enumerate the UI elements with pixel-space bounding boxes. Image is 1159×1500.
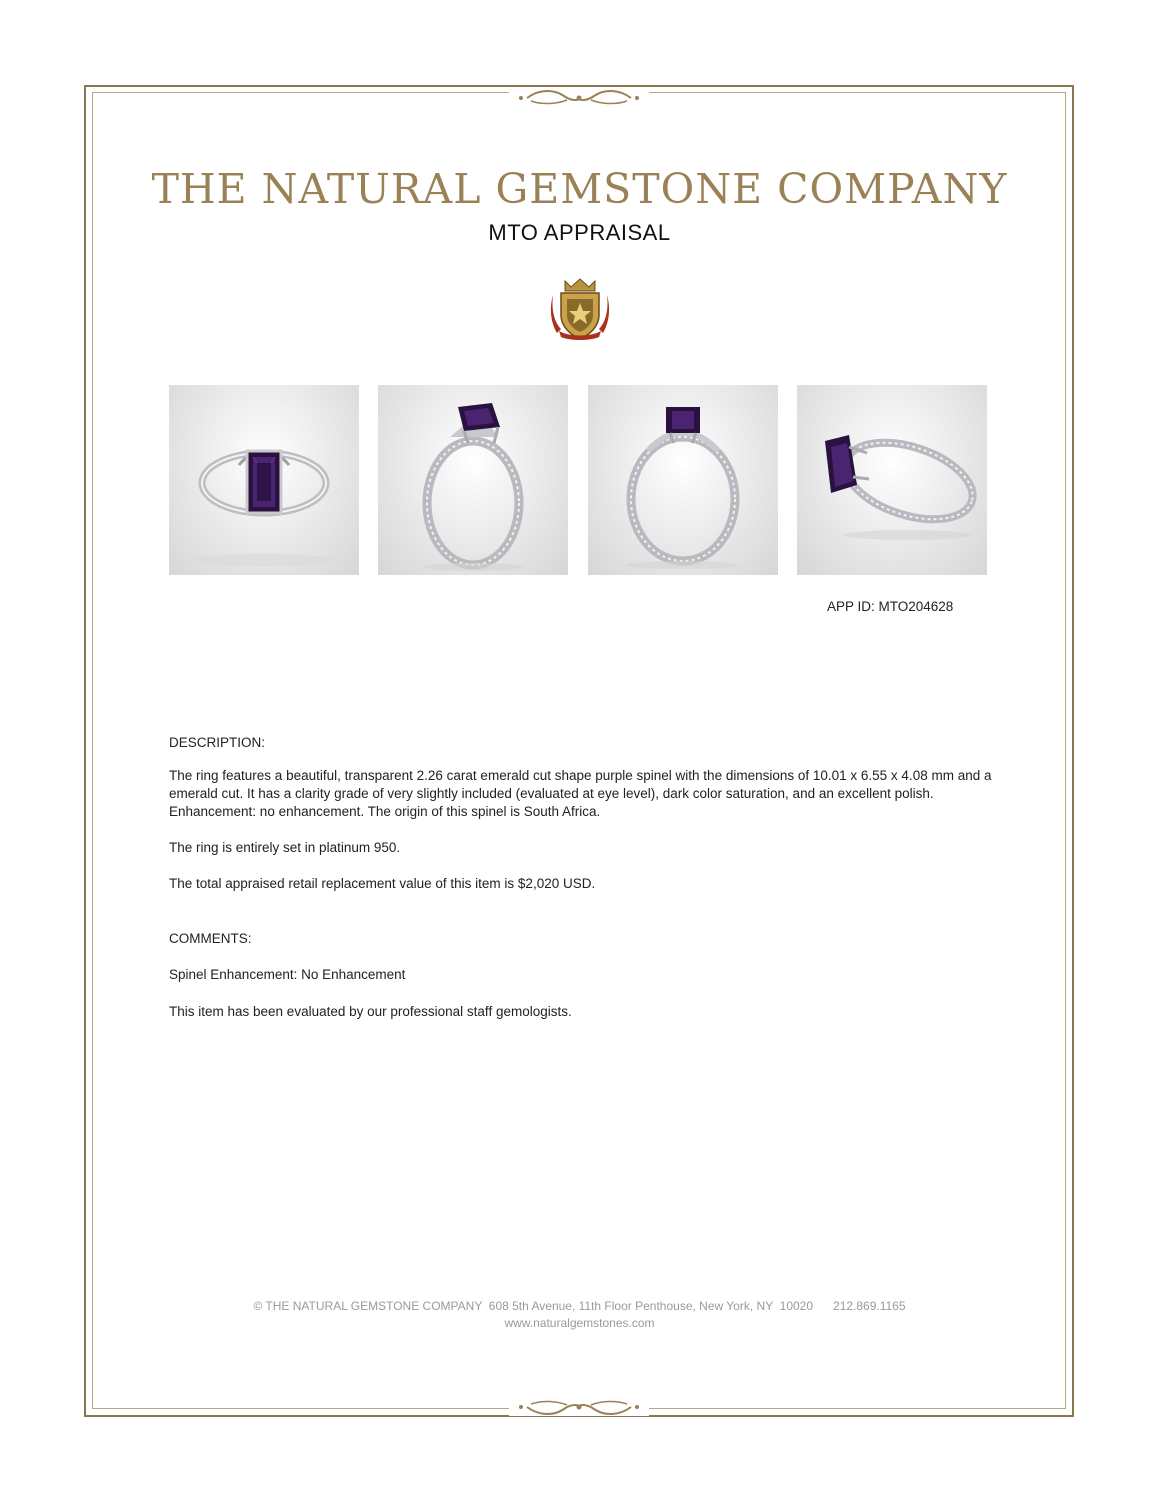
footer-address: © THE NATURAL GEMSTONE COMPANY 608 5th Avenue, 11th Floor Penthouse, New York, NY 10020 212.869.1165 [253, 1299, 906, 1313]
company-title: THE NATURAL GEMSTONE COMPANY [151, 165, 1008, 213]
description-paragraph-1: The ring features a beautiful, transparent 2.26 carat emerald cut shape purple spinel with the dimensions of 10.01 x 6.55 x 4.08 mm and a emerald cut. It has a clarity grade of very slightly included (evaluated at eye level), dark color saturation, and an excellent polish. Enhancement: no enhancement. The origin of this spinel is South Africa. [169, 768, 992, 819]
ring-photo-front [169, 385, 359, 575]
appraisal-id: APP ID: MTO204628 [827, 599, 954, 614]
comments-label: COMMENTS: [169, 931, 252, 946]
bottom-flourish-ornament [509, 1398, 649, 1416]
top-flourish-ornament [509, 89, 649, 107]
description-paragraph-3: The total appraised retail replacement value of this item is $2,020 USD. [169, 876, 596, 891]
comments-line-2: This item has been evaluated by our professional staff gemologists. [169, 1004, 572, 1019]
comments-line-1: Spinel Enhancement: No Enhancement [169, 967, 406, 982]
document-title: MTO APPRAISAL [488, 220, 671, 245]
company-crest-logo [549, 277, 611, 343]
ring-photo-side [378, 385, 568, 575]
description-paragraph-2: The ring is entirely set in platinum 950. [169, 840, 401, 855]
ring-photo-angled [797, 385, 987, 575]
footer-website: www.naturalgemstones.com [504, 1316, 655, 1330]
description-label: DESCRIPTION: [169, 735, 266, 750]
ring-photo-profile [588, 385, 778, 575]
